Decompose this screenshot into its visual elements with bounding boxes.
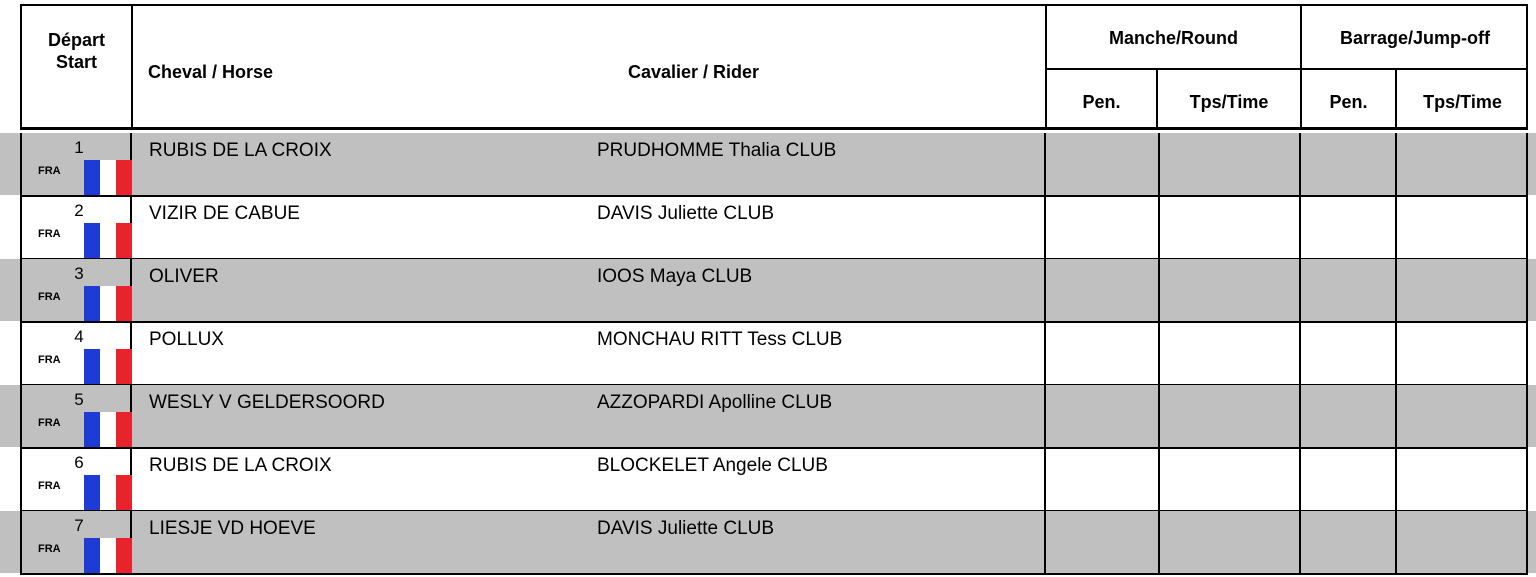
column-divider	[1526, 259, 1528, 321]
column-divider	[20, 133, 22, 195]
column-divider	[1044, 196, 1046, 258]
round-time-header: Tps/Time	[1189, 92, 1269, 112]
column-divider	[1395, 133, 1397, 195]
round-pen-header: Pen.	[1082, 92, 1121, 112]
rider-name: MONCHAU RITT Tess CLUB	[597, 329, 843, 350]
column-divider	[1526, 133, 1528, 195]
column-divider	[1044, 511, 1046, 573]
jumpoff-time-header: Tps/Time	[1423, 92, 1502, 112]
horse-name: WESLY V GELDERSOORD	[149, 392, 385, 413]
column-divider	[1158, 322, 1160, 384]
column-divider	[1395, 511, 1397, 573]
table-row	[0, 259, 1536, 321]
column-divider	[1158, 133, 1160, 195]
column-divider	[20, 196, 22, 258]
flag-stripe	[84, 223, 100, 259]
table-row	[0, 322, 1536, 384]
france-flag-icon	[84, 412, 132, 448]
horse-name: RUBIS DE LA CROIX	[149, 455, 332, 476]
column-divider	[1395, 322, 1397, 384]
flag-stripe	[84, 160, 100, 196]
column-divider	[1299, 322, 1301, 384]
france-flag-icon	[84, 538, 132, 574]
horse-name: RUBIS DE LA CROIX	[149, 140, 332, 161]
rider-name: AZZOPARDI Apolline CLUB	[597, 392, 833, 413]
flag-stripe	[100, 475, 116, 511]
column-divider	[1526, 448, 1528, 510]
flag-stripe	[116, 475, 132, 511]
column-divider	[1044, 259, 1046, 321]
jumpoff-header: Barrage/Jump-off	[1339, 28, 1491, 48]
column-divider	[1299, 511, 1301, 573]
nation-code: FRA	[38, 354, 61, 366]
column-divider	[1044, 448, 1046, 510]
rider-name: DAVIS Juliette CLUB	[597, 518, 775, 539]
rider-header: Cavalier / Rider	[628, 62, 760, 82]
column-divider	[1044, 322, 1046, 384]
rider-name: IOOS Maya CLUB	[597, 266, 753, 287]
column-divider	[1526, 196, 1528, 258]
round-header: Manche/Round	[1109, 28, 1238, 48]
column-divider	[1395, 196, 1397, 258]
column-divider	[1395, 385, 1397, 447]
flag-stripe	[84, 475, 100, 511]
france-flag-icon	[84, 475, 132, 511]
column-divider	[1044, 133, 1046, 195]
horse-header: Cheval / Horse	[148, 62, 274, 82]
start-header-fr: Départ	[47, 30, 105, 50]
france-flag-icon	[84, 223, 132, 259]
flag-stripe	[100, 160, 116, 196]
start-number: 2	[74, 201, 84, 220]
nation-code: FRA	[38, 291, 61, 303]
flag-stripe	[100, 538, 116, 574]
column-divider	[1158, 511, 1160, 573]
nation-code: FRA	[38, 480, 61, 492]
start-number: 4	[74, 327, 84, 346]
horse-name: POLLUX	[149, 329, 224, 350]
france-flag-icon	[84, 349, 132, 385]
rider-name: DAVIS Juliette CLUB	[597, 203, 775, 224]
start-header-en: Start	[55, 52, 97, 72]
table-row	[0, 196, 1536, 258]
jumpoff-pen-header: Pen.	[1329, 92, 1368, 112]
column-divider	[1158, 259, 1160, 321]
column-divider	[1299, 259, 1301, 321]
divider	[1045, 68, 1528, 70]
flag-stripe	[84, 412, 100, 448]
nation-code: FRA	[38, 543, 61, 555]
column-divider	[1299, 133, 1301, 195]
france-flag-icon	[84, 160, 132, 196]
flag-stripe	[100, 223, 116, 259]
column-divider	[1299, 448, 1301, 510]
table-header	[20, 4, 1528, 130]
flag-stripe	[116, 286, 132, 322]
column-divider	[1526, 322, 1528, 384]
column-divider	[20, 385, 22, 447]
start-number: 1	[74, 138, 84, 157]
column-divider	[20, 259, 22, 321]
column-divider	[1526, 511, 1528, 573]
nation-code: FRA	[38, 228, 61, 240]
divider	[131, 6, 133, 127]
column-divider	[20, 322, 22, 384]
table-row	[0, 385, 1536, 447]
column-divider	[1395, 259, 1397, 321]
horse-name: VIZIR DE CABUE	[149, 203, 300, 224]
flag-stripe	[100, 412, 116, 448]
flag-stripe	[84, 286, 100, 322]
nation-code: FRA	[38, 417, 61, 429]
table-row	[0, 511, 1536, 573]
flag-stripe	[84, 538, 100, 574]
horse-name: LIESJE VD HOEVE	[149, 518, 316, 539]
column-divider	[1299, 196, 1301, 258]
flag-stripe	[100, 286, 116, 322]
flag-stripe	[116, 223, 132, 259]
column-divider	[1158, 385, 1160, 447]
start-number: 3	[74, 264, 84, 283]
row-divider	[20, 573, 1528, 575]
column-divider	[20, 448, 22, 510]
start-number: 5	[74, 390, 84, 409]
start-number: 6	[74, 453, 84, 472]
flag-stripe	[116, 538, 132, 574]
column-divider	[20, 511, 22, 573]
column-divider	[1158, 448, 1160, 510]
column-divider	[1044, 385, 1046, 447]
column-divider	[1395, 448, 1397, 510]
flag-stripe	[100, 349, 116, 385]
flag-stripe	[116, 349, 132, 385]
flag-stripe	[116, 160, 132, 196]
flag-stripe	[84, 349, 100, 385]
column-divider	[1299, 385, 1301, 447]
rider-name: PRUDHOMME Thalia CLUB	[597, 140, 837, 161]
table-row	[0, 448, 1536, 510]
start-number: 7	[74, 516, 84, 535]
rider-name: BLOCKELET Angele CLUB	[597, 455, 828, 476]
column-divider	[1158, 196, 1160, 258]
table-row	[0, 133, 1536, 195]
flag-stripe	[116, 412, 132, 448]
column-divider	[1526, 385, 1528, 447]
france-flag-icon	[84, 286, 132, 322]
nation-code: FRA	[38, 165, 61, 177]
horse-name: OLIVER	[149, 266, 219, 287]
